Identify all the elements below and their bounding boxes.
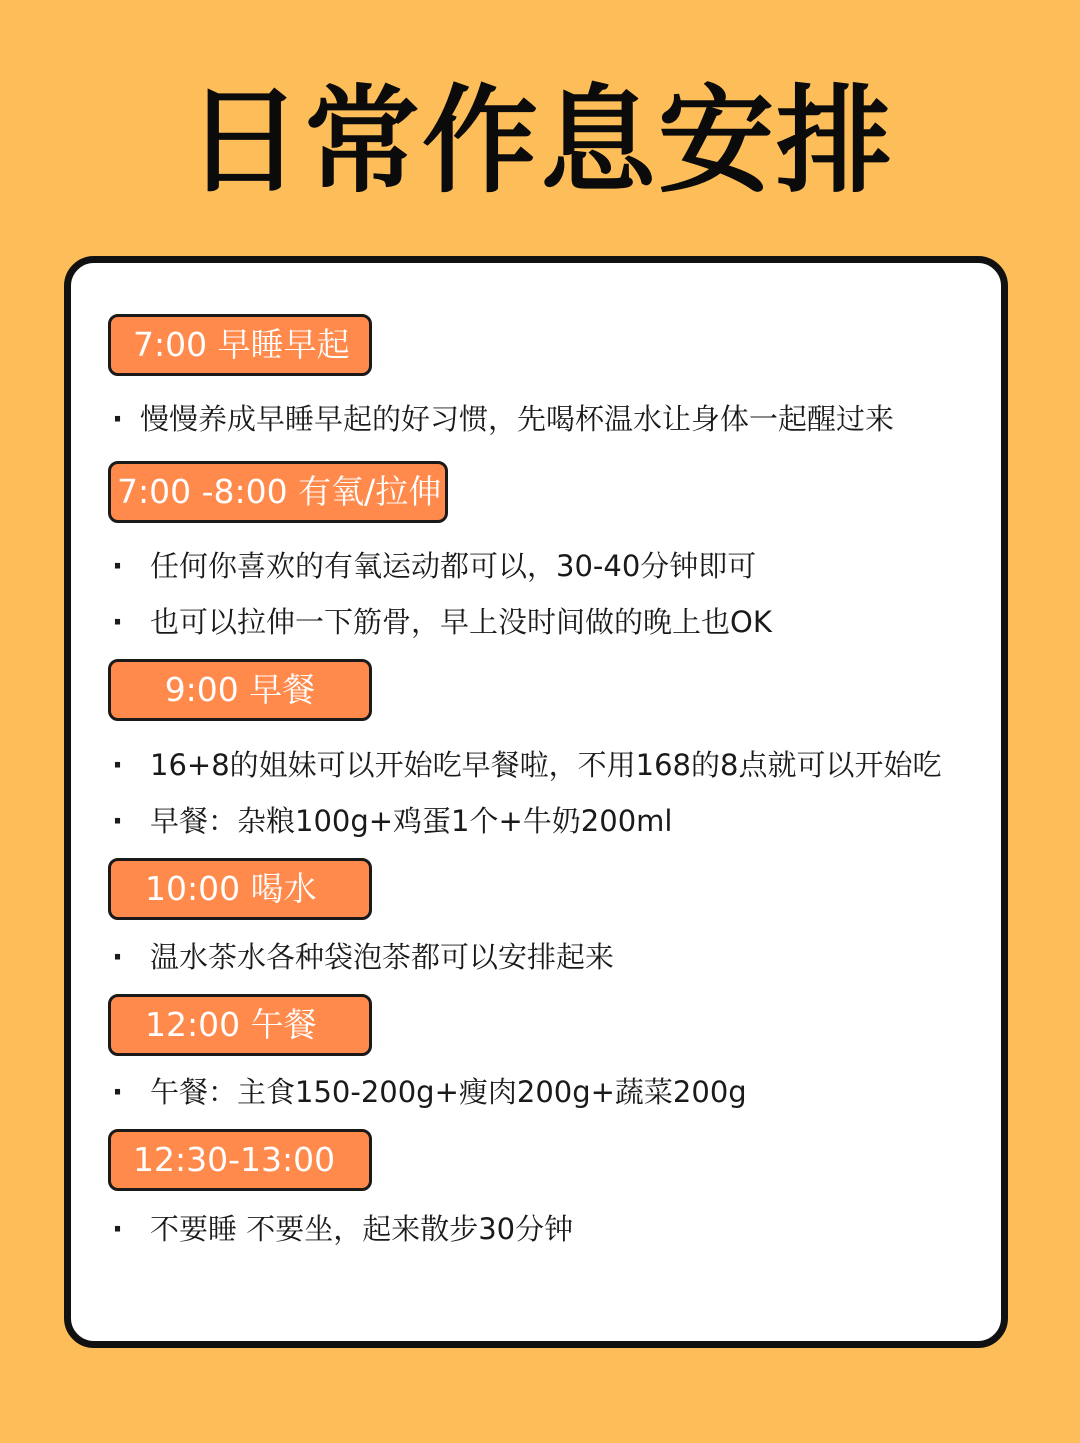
bullet-icon: · xyxy=(112,940,124,974)
item-text: 也可以拉伸一下筋骨，早上没时间做的晚上也OK xyxy=(150,605,772,639)
item-text: 16+8的姐妹可以开始吃早餐啦，不用168的8点就可以开始吃 xyxy=(150,748,942,782)
time-tag-1000: 10:00 喝水 xyxy=(108,858,372,920)
list-item xyxy=(112,543,756,589)
list-item xyxy=(112,1206,573,1252)
item-text: 慢慢养成早睡早起的好习惯，先喝杯温水让身体一起醒过来 xyxy=(140,402,895,436)
item-text: 不要睡 不要坐，起来散步30分钟 xyxy=(150,1212,574,1246)
list-item xyxy=(112,742,941,788)
page-title: 日常作息安排 xyxy=(186,74,894,209)
time-tag-0700: 7:00 早睡早起 xyxy=(108,314,372,376)
time-tag-1200: 12:00 午餐 xyxy=(108,994,372,1056)
bullet-icon: · xyxy=(112,1212,124,1246)
list-item xyxy=(112,599,772,645)
bullet-icon: · xyxy=(112,804,124,838)
bullet-icon: · xyxy=(112,549,124,583)
bullet-icon: · xyxy=(112,1075,124,1109)
time-tag-0700-0800: 7:00 -8:00 有氧/拉伸 xyxy=(108,461,448,523)
item-text: 午餐：主食150-200g+瘦肉200g+蔬菜200g xyxy=(150,1075,747,1109)
item-text: 任何你喜欢的有氧运动都可以，30-40分钟即可 xyxy=(150,549,757,583)
bullet-icon: · xyxy=(112,605,124,639)
time-tag-1230-1300: 12:30-13:00 xyxy=(108,1129,372,1191)
list-item xyxy=(112,798,672,844)
item-text: 早餐：杂粮100g+鸡蛋1个+牛奶200ml xyxy=(150,804,673,838)
bullet-icon: · xyxy=(112,748,124,782)
list-item xyxy=(112,1069,747,1115)
item-text: 温水茶水各种袋泡茶都可以安排起来 xyxy=(150,940,615,974)
bullet-icon: · xyxy=(112,402,124,436)
time-tag-0900: 9:00 早餐 xyxy=(108,659,372,721)
list-item xyxy=(112,396,894,442)
list-item xyxy=(112,934,614,980)
